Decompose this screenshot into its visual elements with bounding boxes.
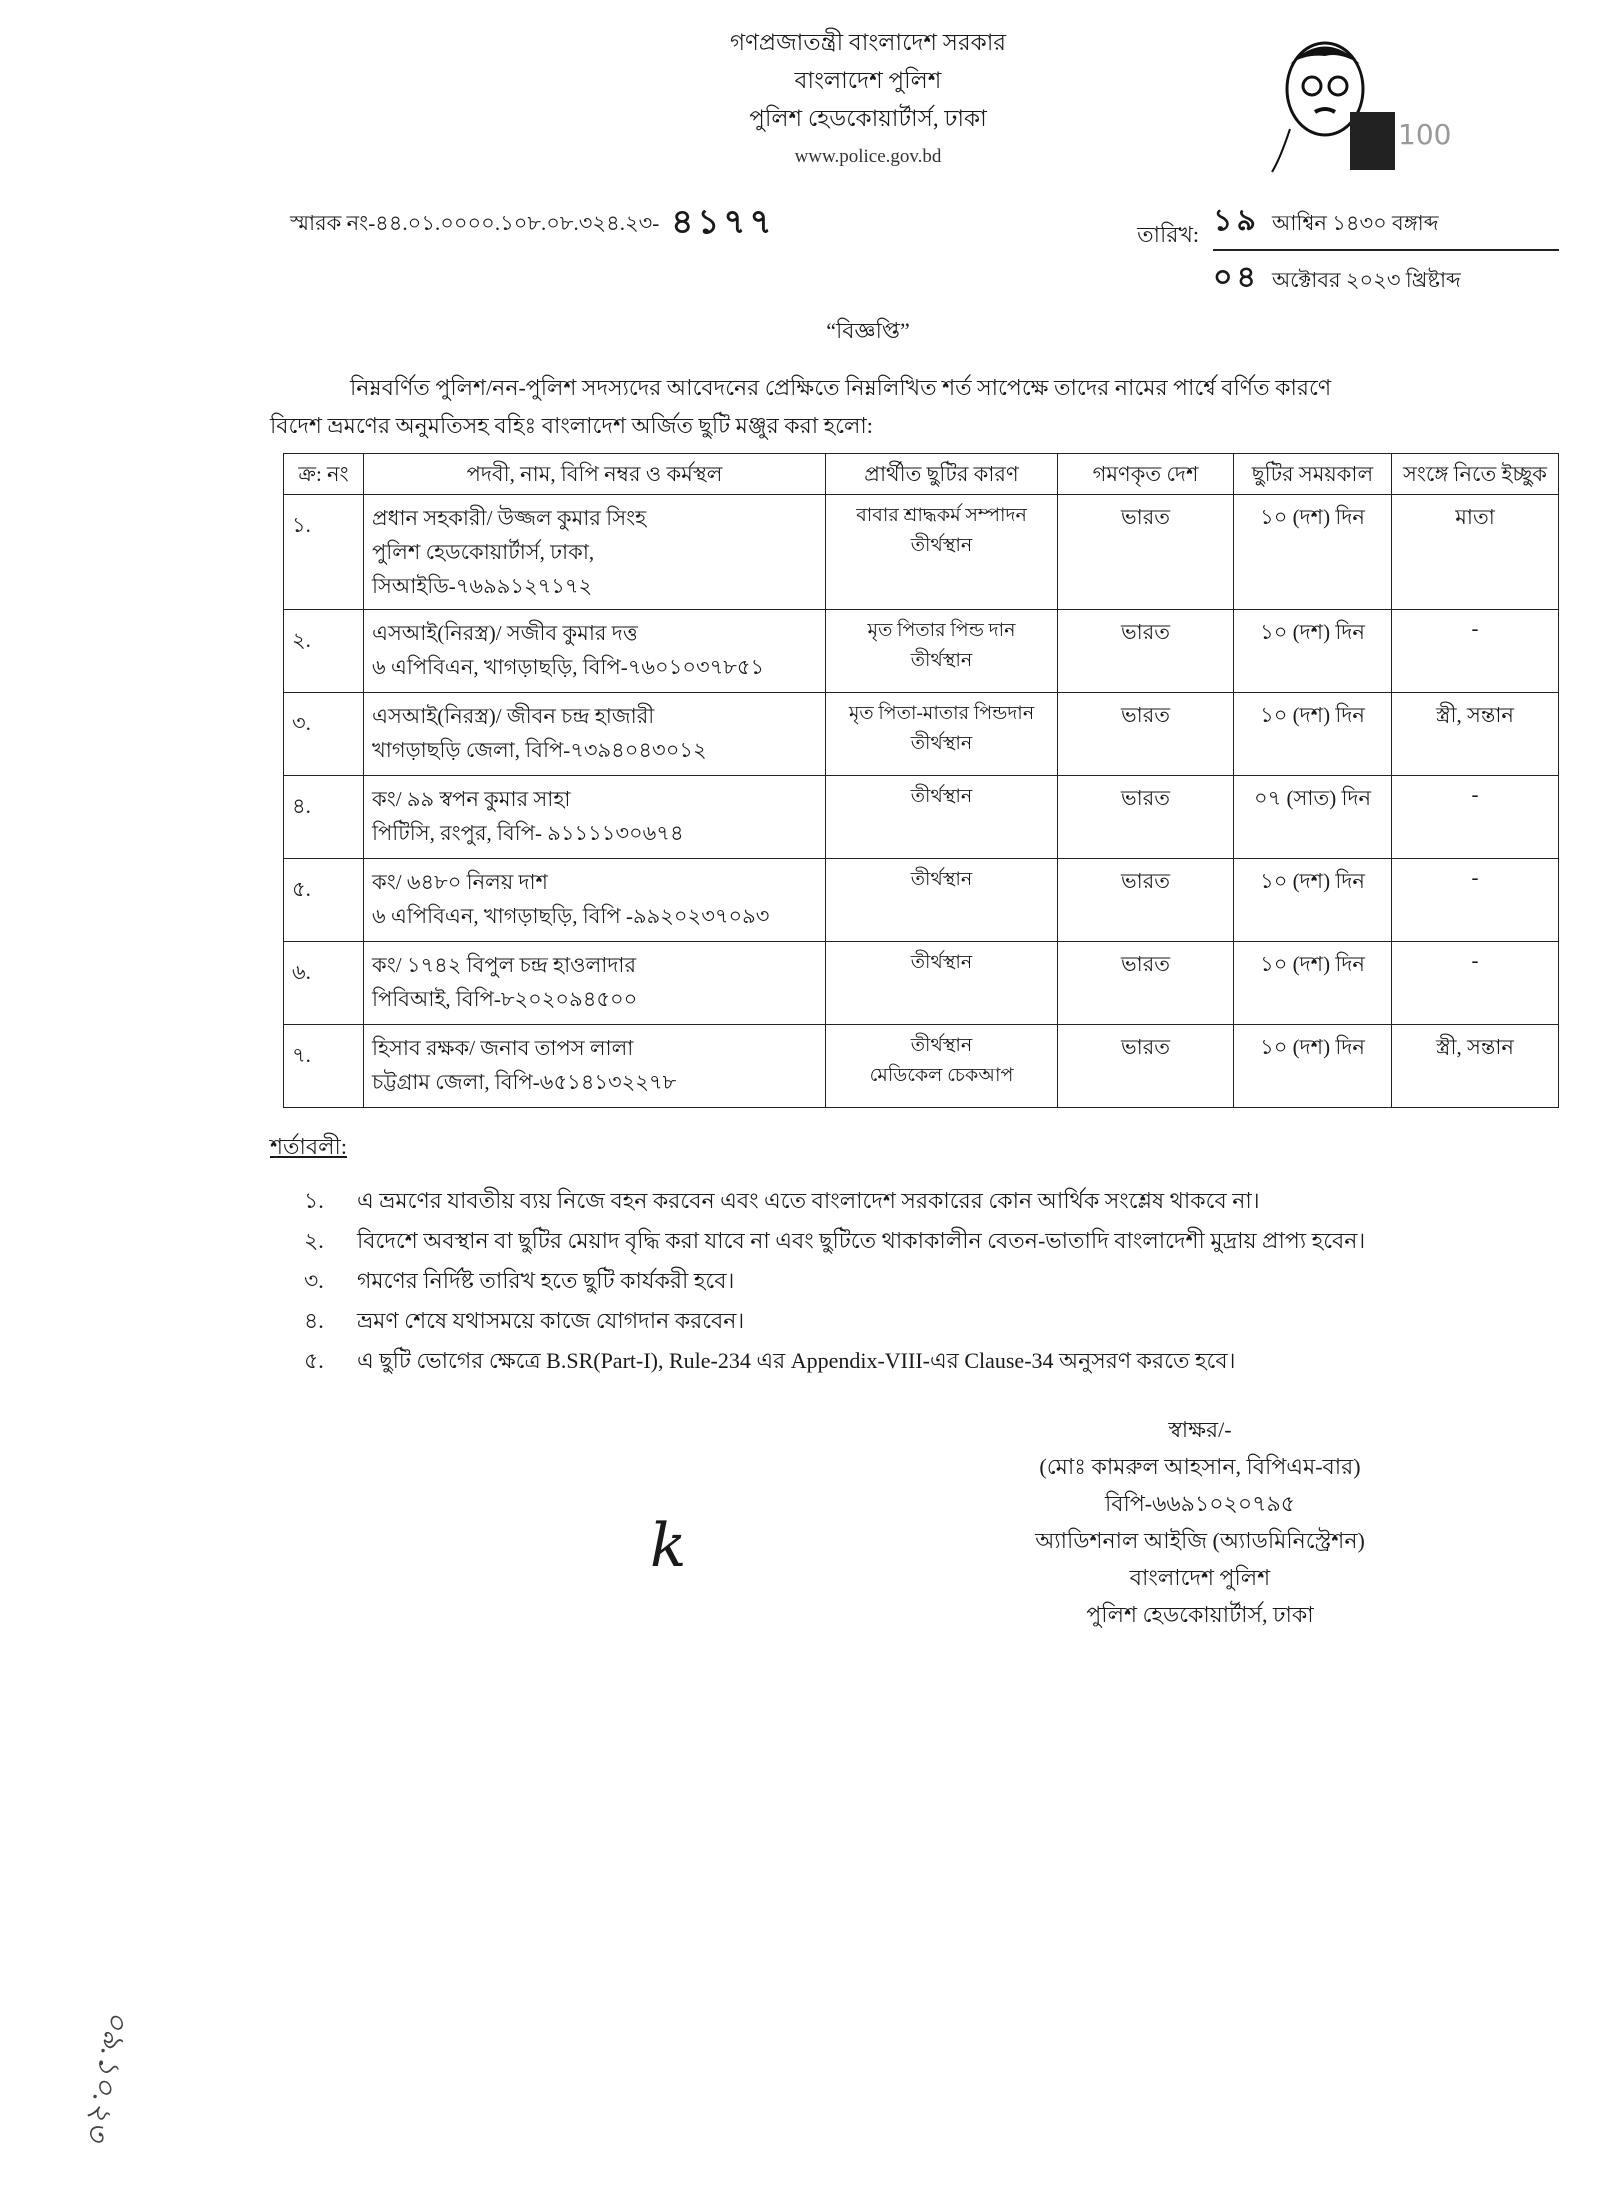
- signatory-name: (মোঃ কামরুল আহসান, বিপিএম-বার): [1039, 1454, 1361, 1479]
- condition-text: গমণের নির্দিষ্ট তারিখ হতে ছুটি কার্যকরী হবে।: [357, 1268, 735, 1293]
- reason-2: তীর্থস্থান: [910, 535, 973, 556]
- row-companion: -: [1392, 776, 1559, 859]
- notice-title: “বিজ্ঞপ্তি”: [826, 318, 910, 343]
- condition-text: বিদেশে অবস্থান বা ছুটির মেয়াদ বৃদ্ধি করা যাবে না এবং ছুটিতে থাকাকালীন বেতন-ভাতাদি বাংলাদেশী মুদ্রায় প্রাপ্য হবেন।: [357, 1228, 1366, 1253]
- row-reason: [826, 610, 1058, 693]
- row-duration: ১০ (দশ) দিন: [1234, 495, 1392, 610]
- date-bangla-day: ১৯: [1213, 203, 1260, 238]
- reason-2: তীর্থস্থান: [910, 650, 973, 671]
- row-country: ভারত: [1058, 859, 1234, 942]
- letterhead: [270, 24, 1466, 176]
- row-serial: ৭.: [284, 1025, 364, 1108]
- reason-1: মৃত পিতা-মাতার পিন্ডদান: [848, 703, 1035, 724]
- col-duration: ছুটির সময়কাল: [1234, 454, 1392, 495]
- condition-text: এ ছুটি ভোগের ক্ষেত্রে B.SR(Part-I), Rule-234 এর Appendix-VIII-এর Clause-34 অনুসরণ করতে হবে।: [357, 1348, 1236, 1373]
- row-duration: ১০ (দশ) দিন: [1234, 610, 1392, 693]
- org-name: বাংলাদেশ পুলিশ: [794, 68, 942, 93]
- initial-mark: k: [650, 1511, 687, 1581]
- person-name: প্রধান সহকারী/ উজ্জল কুমার সিংহ: [372, 506, 647, 530]
- signature-block: [270, 1411, 1559, 1633]
- date-block: [1213, 196, 1559, 304]
- memo-number-label: স্মারক নং-৪৪.০১.০০০০.১০৮.০৮.৩২৪.২৩-: [290, 211, 660, 235]
- date-english: অক্টোবর ২০২৩ খ্রিষ্টাব্দ: [1271, 268, 1461, 292]
- table-row: [284, 776, 1559, 859]
- row-country: ভারত: [1058, 495, 1234, 610]
- date-divider: [1213, 249, 1559, 251]
- row-person: [364, 693, 826, 776]
- website: www.police.gov.bd: [794, 146, 942, 167]
- row-companion: -: [1392, 942, 1559, 1025]
- person-name: এসআই(নিরস্ত্র)/ সজীব কুমার দত্ত: [372, 621, 638, 645]
- person-posting: পিটিসি, রংপুর, বিপি- ৯১১১১৩০৬৭৪: [372, 821, 684, 845]
- reason-2: মেডিকেল চেকআপ: [869, 1065, 1014, 1086]
- person-posting: ৬ এপিবিএন, খাগড়াছড়ি, বিপি-৭৬০১০৩৭৮৫১: [372, 655, 765, 679]
- row-serial: ৩.: [284, 693, 364, 776]
- row-reason: [826, 1025, 1058, 1108]
- row-reason: [826, 495, 1058, 610]
- table-row: [284, 693, 1559, 776]
- person-name: কং/ ৯৯ স্বপন কুমার সাহা: [372, 787, 571, 811]
- memo-handwritten-number: ৪১৭৭: [671, 202, 776, 242]
- row-serial: ৬.: [284, 942, 364, 1025]
- reason-1: তীর্থস্থান: [910, 869, 973, 890]
- row-country: ভারত: [1058, 776, 1234, 859]
- reason-2: তীর্থস্থান: [910, 733, 973, 754]
- reason-1: বাবার শ্রাদ্ধকর্ম সম্পাদন: [856, 505, 1027, 526]
- person-posting: খাগড়াছড়ি জেলা, বিপি-৭৩৯৪০৪৩০১২: [372, 738, 707, 762]
- intro-line-2: বিদেশ ভ্রমণের অনুমতিসহ বহিঃ বাংলাদেশ অর্জিত ছুটি মঞ্জুর করা হলো:: [270, 413, 873, 438]
- row-reason: [826, 693, 1058, 776]
- reason-1: তীর্থস্থান: [910, 952, 973, 973]
- condition-number: ৩.: [304, 1268, 324, 1293]
- row-serial: ২.: [284, 610, 364, 693]
- col-name: পদবী, নাম, বিপি নম্বর ও কর্মস্থল: [364, 454, 826, 495]
- reason-1: মৃত পিতার পিন্ড দান: [867, 620, 1016, 641]
- row-reason: [826, 859, 1058, 942]
- govt-name: গণপ্রজাতন্ত্রী বাংলাদেশ সরকার: [729, 30, 1007, 55]
- row-country: ভারত: [1058, 693, 1234, 776]
- col-reason: প্রার্থীত ছুটির কারণ: [826, 454, 1058, 495]
- row-companion: -: [1392, 859, 1559, 942]
- condition-text: ভ্রমণ শেষে যথাসময়ে কাজে যোগদান করবেন।: [357, 1308, 745, 1333]
- person-posting: পিবিআই, বিপি-৮২০২০৯৪৫০০: [372, 987, 638, 1011]
- memo-number: [290, 196, 776, 253]
- row-duration: ১০ (দশ) দিন: [1234, 693, 1392, 776]
- row-duration: ১০ (দশ) দিন: [1234, 942, 1392, 1025]
- person-posting: পুলিশ হেডকোয়ার্টার্স, ঢাকা, সিআইডি-৭৬৯৯১২৭১৭২: [372, 540, 595, 598]
- row-person: [364, 776, 826, 859]
- person-name: কং/ ৬৪৮০ নিলয় দাশ: [372, 870, 548, 894]
- col-country: গমণকৃত দেশ: [1058, 454, 1234, 495]
- person-name: এসআই(নিরস্ত্র)/ জীবন চন্দ্র হাজারী: [372, 704, 655, 728]
- intro-paragraph: [270, 369, 1559, 445]
- signatory-designation: অ্যাডিশনাল আইজি (অ্যাডমিনিস্ট্রেশন): [1035, 1528, 1365, 1553]
- date-english-day: ০৪: [1213, 260, 1260, 295]
- svg-text:100: 100: [1398, 118, 1450, 151]
- conditions-list: [270, 1181, 1559, 1381]
- row-serial: ৪.: [284, 776, 364, 859]
- reason-1: তীর্থস্থান: [910, 786, 973, 807]
- person-name: কং/ ১৭৪২ বিপুল চন্দ্র হাওলাদার: [372, 953, 637, 977]
- row-serial: ৫.: [284, 859, 364, 942]
- row-country: ভারত: [1058, 610, 1234, 693]
- row-person: [364, 942, 826, 1025]
- reason-1: তীর্থস্থান: [910, 1035, 973, 1056]
- table-row: [284, 495, 1559, 610]
- table-row: [284, 942, 1559, 1025]
- date-english-line: [1213, 253, 1559, 304]
- condition-item: [304, 1341, 1384, 1381]
- condition-number: ১.: [304, 1188, 324, 1213]
- signature-signed: স্বাক্ষর/-: [1168, 1417, 1232, 1442]
- condition-item: [304, 1221, 1384, 1261]
- row-companion: স্ত্রী, সন্তান: [1392, 1025, 1559, 1108]
- signatory-office: পুলিশ হেডকোয়ার্টার্স, ঢাকা: [1086, 1602, 1314, 1627]
- condition-item: [304, 1301, 1384, 1341]
- col-companion: সংঙ্গে নিতে ইচ্ছুক: [1392, 454, 1559, 495]
- condition-item: [304, 1181, 1384, 1221]
- date-bangla: আশ্বিন ১৪৩০ বঙ্গাব্দ: [1271, 211, 1439, 235]
- person-posting: ৬ এপিবিএন, খাগড়াছড়ি, বিপি -৯৯২০২৩৭০৯৩: [372, 904, 770, 928]
- row-country: ভারত: [1058, 1025, 1234, 1108]
- conditions-title: শর্তাবলী:: [270, 1134, 347, 1159]
- row-person: [364, 495, 826, 610]
- condition-number: ৪.: [304, 1308, 324, 1333]
- row-companion: মাতা: [1392, 495, 1559, 610]
- date-label: তারিখ:: [1137, 222, 1199, 247]
- condition-text: এ ভ্রমণের যাবতীয় ব্যয় নিজে বহন করবেন এবং এতে বাংলাদেশ সরকারের কোন আর্থিক সংশ্লেষ থাকবে না।: [357, 1188, 1260, 1213]
- table-row: [284, 610, 1559, 693]
- leave-table: [283, 453, 1559, 1108]
- condition-number: ৫.: [304, 1348, 324, 1373]
- condition-number: ২.: [304, 1228, 324, 1253]
- row-duration: ১০ (দশ) দিন: [1234, 859, 1392, 942]
- row-duration: ০৭ (সাত) দিন: [1234, 776, 1392, 859]
- margin-handwritten-note: ০৯.১০.২৩: [79, 2007, 135, 2144]
- col-serial: ক্র: নং: [284, 454, 364, 495]
- date-bangla-line: [1213, 196, 1559, 247]
- office-name: পুলিশ হেডকোয়ার্টার্স, ঢাকা: [749, 106, 987, 131]
- signatory-bp: বিপি-৬৬৯১০২০৭৯৫: [1104, 1491, 1296, 1516]
- intro-line-1: নিম্নবর্ণিত পুলিশ/নন-পুলিশ সদস্যদের আবেদনের প্রেক্ষিতে নিম্নলিখিত শর্ত সাপেক্ষে তাদের নামের পার্শ্বে বর্ণিত কারণে: [350, 375, 1332, 400]
- table-row: [284, 1025, 1559, 1108]
- person-posting: চট্টগ্রাম জেলা, বিপি-৬৫১৪১৩২২৭৮: [372, 1070, 677, 1094]
- row-person: [364, 859, 826, 942]
- signatory-org: বাংলাদেশ পুলিশ: [1129, 1565, 1271, 1590]
- row-country: ভারত: [1058, 942, 1234, 1025]
- row-reason: [826, 942, 1058, 1025]
- row-person: [364, 610, 826, 693]
- row-companion: -: [1392, 610, 1559, 693]
- condition-item: [304, 1261, 1384, 1301]
- row-companion: স্ত্রী, সন্তান: [1392, 693, 1559, 776]
- table-row: [284, 859, 1559, 942]
- person-name: হিসাব রক্ষক/ জনাব তাপস লালা: [372, 1036, 634, 1060]
- row-reason: [826, 776, 1058, 859]
- table-header-row: [284, 454, 1559, 495]
- memo-row: [290, 196, 1559, 304]
- row-duration: ১০ (দশ) দিন: [1234, 1025, 1392, 1108]
- row-serial: ১.: [284, 495, 364, 610]
- row-person: [364, 1025, 826, 1108]
